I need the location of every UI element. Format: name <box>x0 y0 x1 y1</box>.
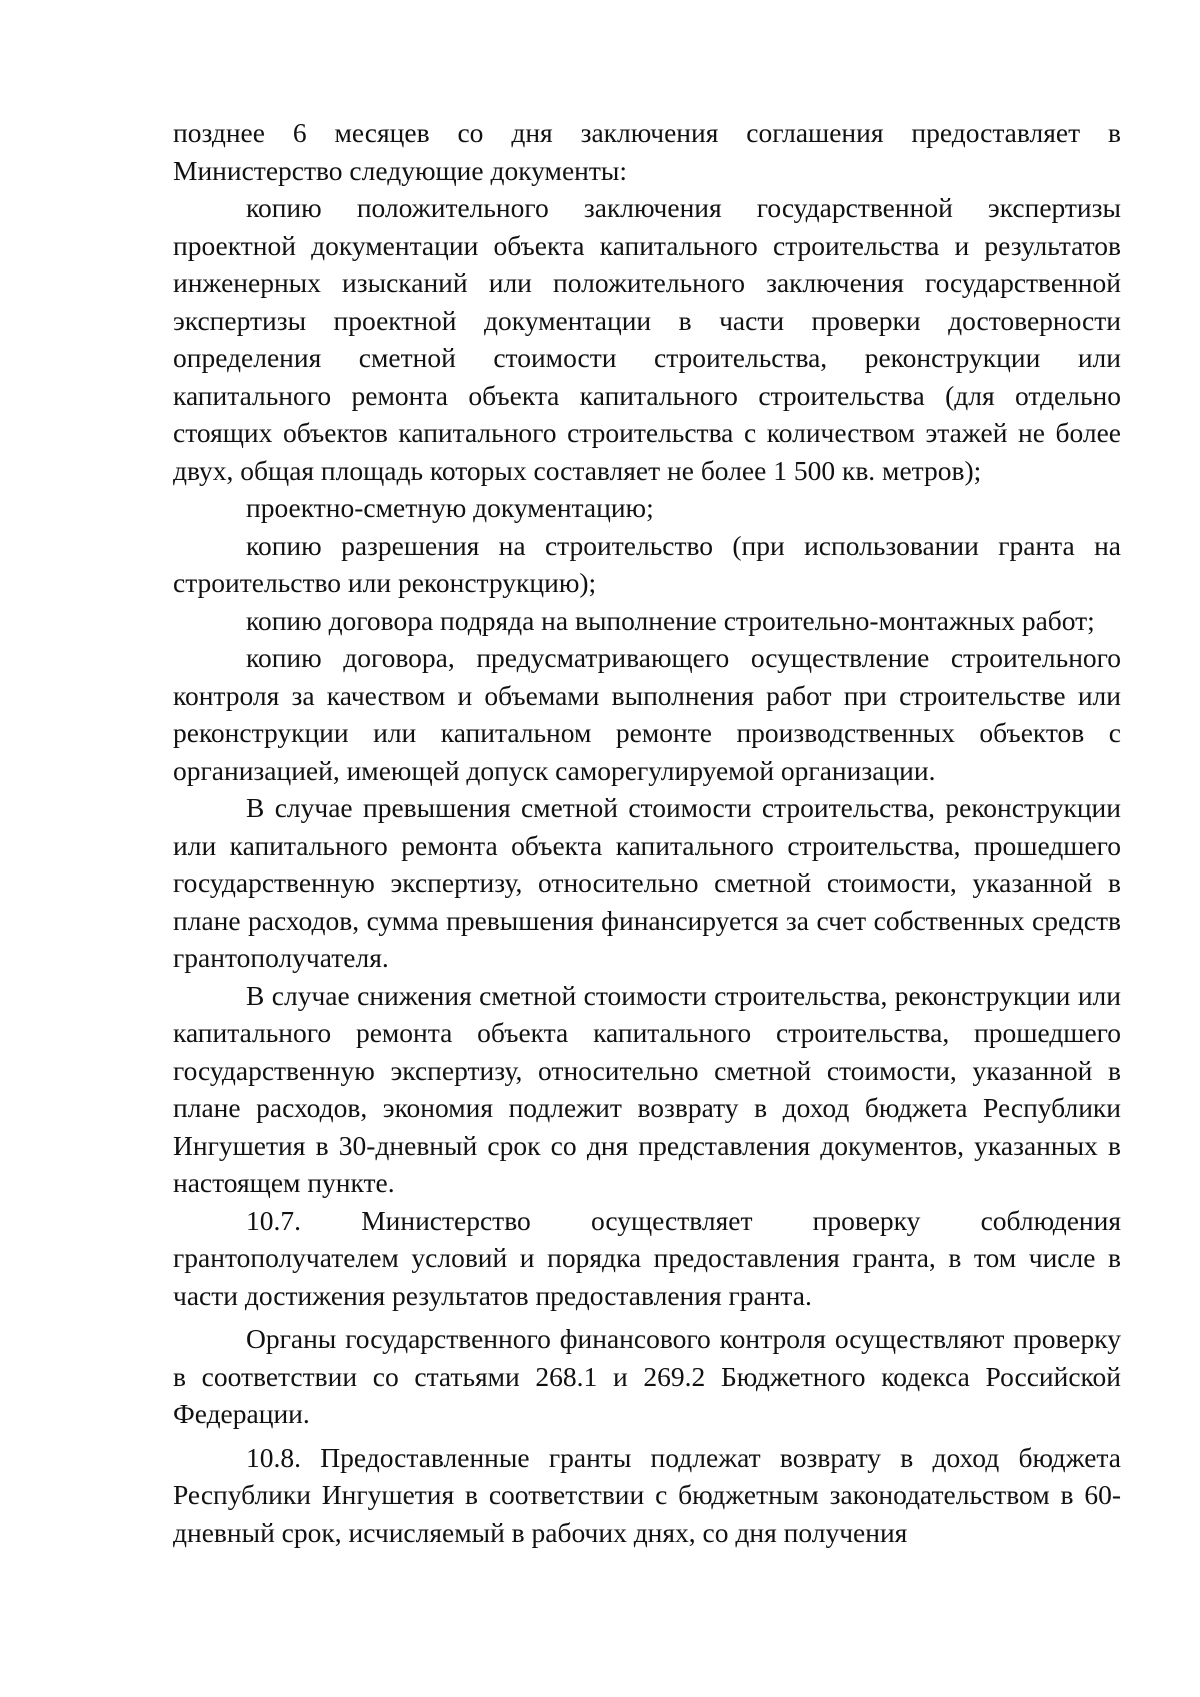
paragraph-expertise-copy: копию положительного заключения государственной экспертизы проектной документации объекта капитального строительства и результатов инженерных изысканий или положительного заключения государственной экспертизы проектной документации в части проверки достоверности определения сметной стоимости строительства, реконструкции или капитального ремонта объекта капитального строительства (для отдельно стоящих объектов капитального строительства с количеством этажей не более двух, общая площадь которых составляет не более 1 500 кв. метров); <box>173 192 1121 486</box>
paragraph-continuation: позднее 6 месяцев со дня заключения соглашения предоставляет в Министерство следующие документы: <box>173 117 1121 186</box>
document-body <box>173 114 1121 1551</box>
paragraph-building-permit: копию разрешения на строительство (при использовании гранта на строительство или реконструкцию); <box>173 529 1121 598</box>
paragraph-financial-control: Органы государственного финансового контроля осуществляют проверку в соответствии со статьями 268.1 и 269.2 Бюджетного кодекса Российской Федерации. <box>173 1323 1121 1429</box>
paragraph-contract-copy: копию договора подряда на выполнение строительно-монтажных работ; <box>246 604 1095 636</box>
paragraph-10-7: 10.7. Министерство осуществляет проверку соблюдения грантополучателем условий и порядка предоставления гранта, в том числе в части достижения результатов предоставления гранта. <box>173 1204 1121 1311</box>
paragraph-cost-excess: В случае превышения сметной стоимости строительства, реконструкции или капитального ремонта объекта капитального строительства, прошедшего государственную экспертизу, относительно сметной стоимости, указанной в плане расходов, сумма превышения финансируется за счет собственных средств грантополучателя. <box>173 792 1121 973</box>
paragraph-10-8: 10.8. Предоставленные гранты подлежат возврату в доход бюджета Республики Ингушетия в соответствии с бюджетным законодательством в 60-дневный срок, исчисляемый в рабочих днях, со дня получения <box>173 1441 1121 1548</box>
paragraph-cost-reduction: В случае снижения сметной стоимости строительства, реконструкции или капитального ремонта объекта капитального строительства, прошедшего государственную экспертизу, относительно сметной стоимости, указанной в плане расходов, экономия подлежит возврату в доход бюджета Республики Ингушетия в 30-дневный срок со дня представления документов, указанных в настоящем пункте. <box>173 979 1121 1198</box>
paragraph-design-docs: проектно-сметную документацию; <box>246 492 654 523</box>
paragraph-control-contract: копию договора, предусматривающего осуществление строительного контроля за качеством и объемами выполнения работ при строительстве или реконструкции или капитальном ремонте производственных объектов с организацией, имеющей допуск саморегулируемой организации. <box>173 642 1121 786</box>
